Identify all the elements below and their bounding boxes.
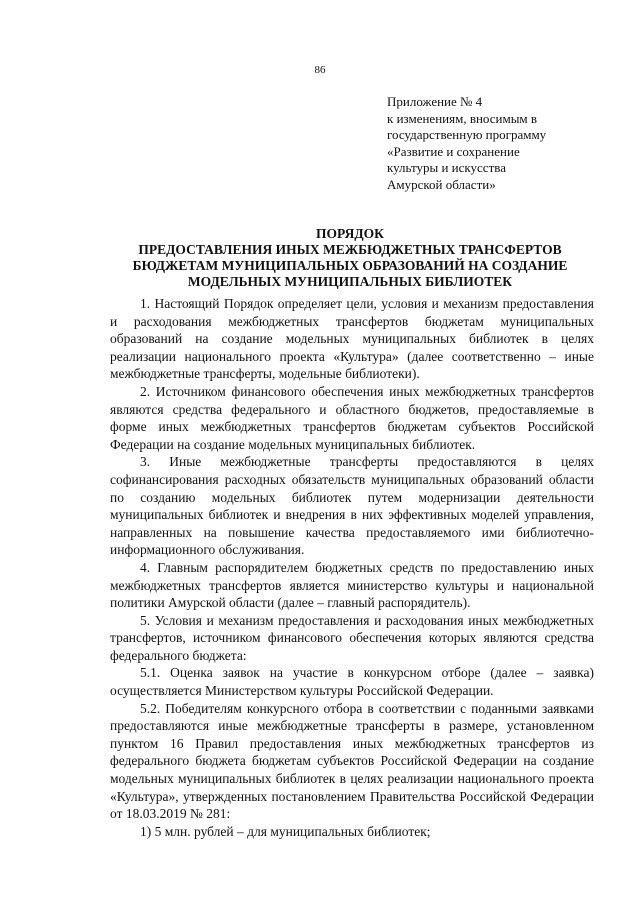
appendix-line: государственную программу (387, 127, 547, 142)
title-line: БЮДЖЕТАМ МУНИЦИПАЛЬНЫХ ОБРАЗОВАНИЙ НА СОЗДАНИЕ (132, 258, 568, 273)
appendix-line: культуры и искусства (387, 160, 506, 175)
paragraph-list-item-1: 1) 5 млн. рублей – для муниципальных библиотек; (140, 823, 431, 839)
paragraph-2: 2. Источником финансового обеспечения иных межбюджетных трансфертов являются средства федерального и областного бюджетов, предоставляемые в форме иных межбюджетных трансфертов бюджетам субъектов Российской Федерации на создание модельных муниципальных библиотек. (110, 383, 594, 452)
paragraph-4: 4. Главным распорядителем бюджетных средств по предоставлению иных межбюджетных трансфертов является министерство культуры и национальной политики Амурской области (далее – главный распорядитель). (110, 559, 594, 611)
paragraph-3: 3. Иные межбюджетные трансферты предоставляются в целях софинансирования расходных обязательств муниципальных образований области по созданию модельных библиотек путем модернизации деятельности муниципальных библиотек и внедрения в них эффективных моделей управления, направленных на повышение качества предоставляемого ими библиотечно-информационного обслуживания. (110, 454, 594, 558)
appendix-line: «Развитие и сохранение (387, 143, 520, 159)
title-line: ПОРЯДОК (316, 226, 384, 241)
document-body (110, 295, 594, 840)
appendix-line: Приложение № 4 (387, 94, 483, 109)
paragraph-5-2: 5.2. Победителям конкурсного отбора в соответствии с поданными заявками предоставляются иные межбюджетные трансферты в размере, установленном пунктом 16 Правил предоставления иных межбюджетных трансфертов из федерального бюджета бюджетам субъектов Российской Федерации на создание модельных муниципальных библиотек в целях реализации национального проекта «Культура», утвержденных постановлением Правительства Российской Федерации от 18.03.2019 № 281: (110, 700, 594, 822)
page-number: 86 (314, 64, 326, 76)
title-line: МОДЕЛЬНЫХ МУНИЦИПАЛЬНЫХ БИБЛИОТЕК (187, 274, 513, 289)
paragraph-1: 1. Настоящий Порядок определяет цели, условия и механизм предоставления и расходования межбюджетных трансфертов бюджетам муниципальных образований на создание модельных муниципальных библиотек в целях реализации национального проекта «Культура» (далее соответственно – иные межбюджетные трансферты, модельные библиотеки). (110, 296, 594, 382)
appendix-note (387, 94, 632, 193)
appendix-line: к изменениям, вносимым в (387, 110, 538, 126)
paragraph-5: 5. Условия и механизм предоставления и расходования иных межбюджетных трансфертов, источником финансового обеспечения которых являются средства федерального бюджета: (110, 612, 594, 663)
title-line: ПРЕДОСТАВЛЕНИЯ ИНЫХ МЕЖБЮДЖЕТНЫХ ТРАНСФЕРТОВ (138, 242, 562, 257)
appendix-line: Амурской области» (387, 176, 496, 192)
paragraph-5-1: 5.1. Оценка заявок на участие в конкурсном отборе (далее – заявка) осуществляется Министерством культуры Российской Федерации. (110, 665, 594, 699)
document-title (60, 226, 640, 290)
